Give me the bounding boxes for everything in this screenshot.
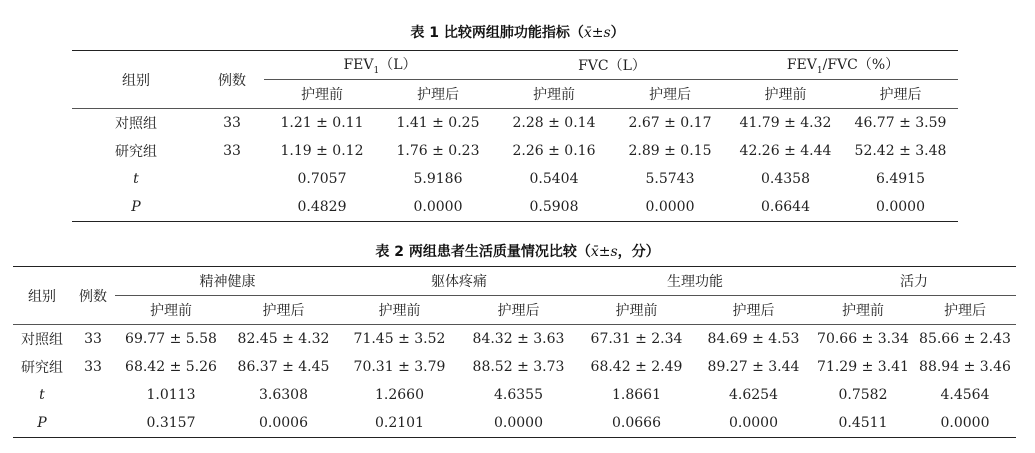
table1-phase-before: 护理前 — [264, 80, 380, 109]
cell: 2.89 ± 0.15 — [628, 143, 712, 159]
row-group: t — [39, 387, 45, 403]
table2-header-bodily-pain: 躯体疼痛 — [340, 267, 578, 296]
cell: 4.6355 — [494, 387, 543, 403]
cell: 1.76 ± 0.23 — [396, 143, 480, 159]
table2-header-n: 例数 — [71, 267, 115, 325]
table1-phase-after: 护理后 — [843, 80, 958, 109]
table2-caption-prefix: 表 2 两组患者生活质量情况比较（ — [375, 244, 591, 260]
table2-phase-before: 护理前 — [115, 296, 227, 325]
cell: 67.31 ± 2.34 — [590, 331, 683, 347]
cell: 70.66 ± 3.34 — [817, 331, 909, 347]
table-row — [13, 409, 1016, 438]
table2-phase-after: 护理后 — [914, 296, 1016, 325]
cell: 68.42 ± 2.49 — [590, 359, 683, 375]
row-n — [71, 409, 115, 438]
table2-body — [13, 325, 1016, 438]
table2-header-group: 组别 — [13, 267, 71, 325]
cell: 82.45 ± 4.32 — [237, 331, 330, 347]
table-row — [72, 165, 958, 193]
cell: 0.5404 — [529, 171, 579, 187]
table2-header-vitality: 活力 — [812, 267, 1016, 296]
lung-function-table — [72, 50, 958, 222]
table1-caption-stat: x̄±s — [583, 25, 611, 41]
table1-body — [72, 109, 958, 222]
cell: 89.27 ± 3.44 — [707, 359, 800, 375]
cell: 68.42 ± 5.26 — [125, 359, 217, 375]
cell: 5.5743 — [645, 171, 695, 187]
row-group: t — [133, 171, 139, 187]
table2-caption — [0, 241, 1035, 261]
cell: 1.21 ± 0.11 — [280, 115, 364, 131]
table-row — [13, 353, 1016, 381]
cell: 88.52 ± 3.73 — [472, 359, 565, 375]
cell: 0.6644 — [761, 199, 810, 215]
cell: 42.26 ± 4.44 — [739, 143, 832, 159]
table2-phase-after: 护理后 — [227, 296, 340, 325]
row-group: P — [131, 199, 141, 215]
row-n: 33 — [223, 115, 241, 131]
cell: 4.6254 — [729, 387, 778, 403]
cell: 0.5908 — [529, 199, 579, 215]
table-row — [72, 193, 958, 222]
table1-header-fvc: FVC（L） — [496, 51, 728, 80]
row-group: 对照组 — [21, 332, 63, 348]
table1-header-n: 例数 — [200, 51, 264, 109]
table1-phase-after: 护理后 — [380, 80, 496, 109]
table2-phase-before: 护理前 — [340, 296, 459, 325]
row-group: 研究组 — [21, 360, 63, 376]
cell: 88.94 ± 3.46 — [919, 359, 1011, 375]
cell: 1.41 ± 0.25 — [396, 115, 480, 131]
row-group: 对照组 — [115, 116, 157, 132]
cell: 0.2101 — [375, 415, 424, 431]
cell: 0.0000 — [876, 199, 925, 215]
cell: 85.66 ± 2.43 — [919, 331, 1011, 347]
cell: 1.8661 — [612, 387, 661, 403]
cell: 71.29 ± 3.41 — [817, 359, 909, 375]
cell: 0.7057 — [297, 171, 347, 187]
cell: 0.4358 — [761, 171, 810, 187]
row-n — [200, 165, 264, 193]
table-row — [13, 325, 1016, 354]
quality-of-life-table — [13, 266, 1016, 438]
cell: 4.4564 — [940, 387, 990, 403]
table1-header-fev1: $FEV_1(L)$ — [264, 51, 496, 80]
table2-header-mental-health: 精神健康 — [115, 267, 340, 296]
cell: 0.0000 — [645, 199, 695, 215]
cell: 0.0000 — [729, 415, 778, 431]
table2-phase-before: 护理前 — [812, 296, 914, 325]
cell: 0.0006 — [259, 415, 308, 431]
table2-phase-after: 护理后 — [695, 296, 812, 325]
cell: 0.0666 — [612, 415, 661, 431]
row-group: 研究组 — [115, 144, 157, 160]
row-n: 33 — [223, 143, 241, 159]
table2-caption-stat: x̄±s — [590, 244, 618, 260]
cell: 41.79 ± 4.32 — [739, 115, 832, 131]
table2-phase-after: 护理后 — [459, 296, 578, 325]
cell: 1.2660 — [375, 387, 424, 403]
table1-caption-prefix: 表 1 比较两组肺功能指标（ — [410, 25, 584, 41]
cell: 84.32 ± 3.63 — [472, 331, 565, 347]
cell: 0.0000 — [940, 415, 990, 431]
table2-phase-row — [13, 296, 1016, 325]
row-n — [71, 381, 115, 409]
table1-caption-suffix: ） — [610, 25, 625, 41]
cell: 84.69 ± 4.53 — [707, 331, 800, 347]
cell: 0.4829 — [297, 199, 347, 215]
cell: 86.37 ± 4.45 — [237, 359, 330, 375]
cell: 1.19 ± 0.12 — [280, 143, 364, 159]
table1-phase-before: 护理前 — [728, 80, 843, 109]
cell: 2.28 ± 0.14 — [512, 115, 596, 131]
cell: 70.31 ± 3.79 — [353, 359, 446, 375]
table2-header-physical-function: 生理功能 — [578, 267, 812, 296]
cell: 69.77 ± 5.58 — [125, 331, 217, 347]
cell: 52.42 ± 3.48 — [854, 143, 947, 159]
table1-phase-before: 护理前 — [496, 80, 612, 109]
cell: 0.3157 — [146, 415, 196, 431]
table1-header-fev1-fvc: $FEV_1/FVC(\%)$ — [728, 51, 958, 80]
cell: 0.7582 — [838, 387, 888, 403]
cell: 3.6308 — [259, 387, 308, 403]
cell: 1.0113 — [146, 387, 196, 403]
cell: 2.67 ± 0.17 — [628, 115, 712, 131]
row-n — [200, 193, 264, 222]
table-row — [13, 381, 1016, 409]
table-row — [72, 109, 958, 138]
table1-caption — [0, 22, 1035, 42]
row-group: P — [37, 415, 47, 431]
table2-caption-suffix: ，分） — [617, 244, 660, 260]
cell: 2.26 ± 0.16 — [512, 143, 596, 159]
cell: 0.0000 — [494, 415, 543, 431]
cell: 46.77 ± 3.59 — [854, 115, 947, 131]
table1-header-group: 组别 — [72, 51, 200, 109]
cell: 0.0000 — [413, 199, 463, 215]
cell: 71.45 ± 3.52 — [353, 331, 446, 347]
cell: 5.9186 — [413, 171, 463, 187]
table-row — [72, 137, 958, 165]
cell: 0.4511 — [838, 415, 888, 431]
row-n: 33 — [84, 331, 102, 347]
cell: 6.4915 — [876, 171, 925, 187]
row-n: 33 — [84, 359, 102, 375]
table2-phase-before: 护理前 — [578, 296, 695, 325]
table1-phase-after: 护理后 — [612, 80, 728, 109]
